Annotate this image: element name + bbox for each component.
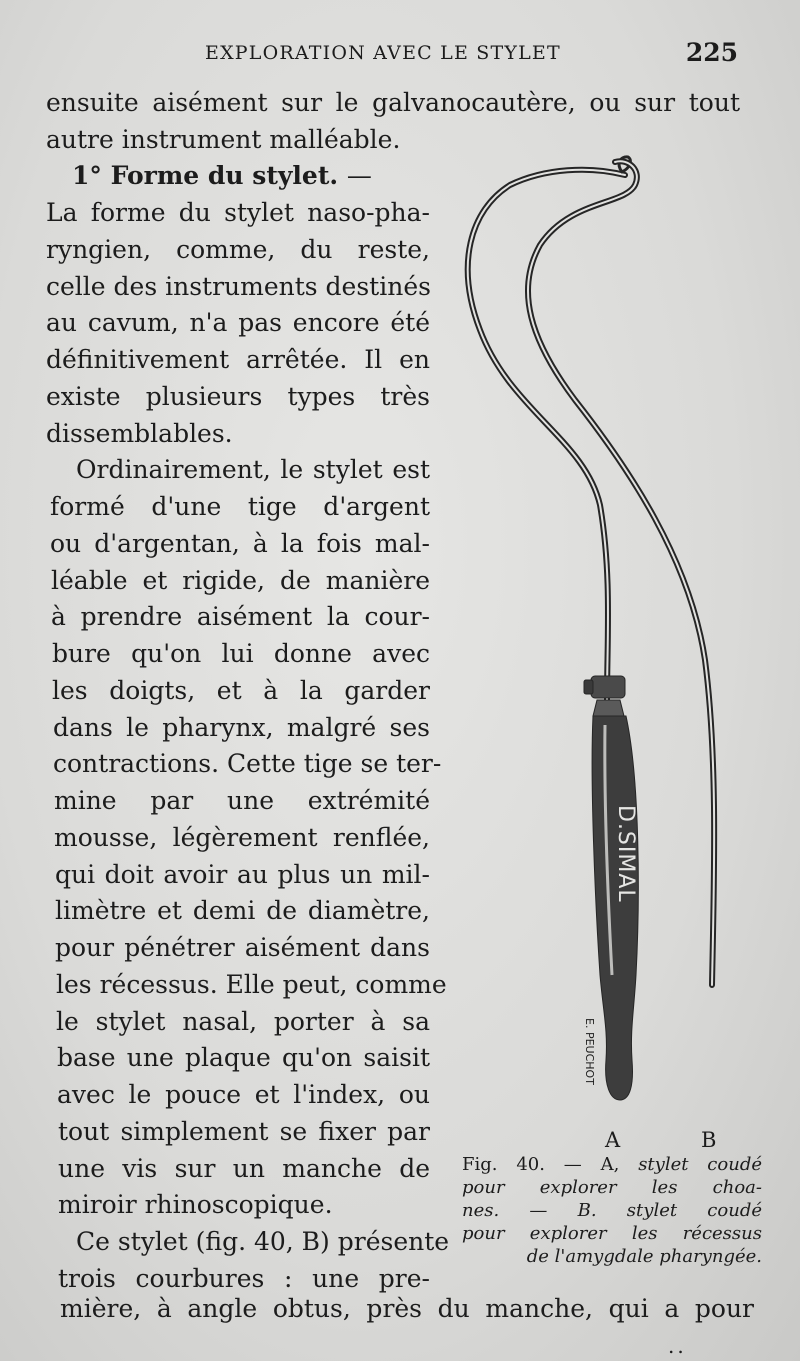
caption-line: de l'amygdale pharyngée. bbox=[526, 1246, 762, 1267]
body-line: le stylet nasal, porter à sa bbox=[56, 1006, 430, 1036]
section-heading bbox=[72, 161, 372, 191]
body-line: pour pénétrer aisément dans bbox=[55, 933, 430, 962]
body-line: léable et rigide, de manière bbox=[51, 565, 430, 595]
caption-line: nes. — B. stylet coudé bbox=[462, 1200, 762, 1221]
body-line: contractions. Cette tige se ter- bbox=[53, 749, 442, 779]
body-line: au cavum, n'a pas encore été bbox=[46, 308, 430, 338]
footer-signature-mark: .. bbox=[668, 1334, 687, 1358]
page-header bbox=[0, 40, 800, 70]
caption-line: pour explorer les récessus bbox=[462, 1223, 762, 1244]
body-line: mousse, légèrement renflée, bbox=[54, 822, 430, 852]
body-line: limètre et demi de diamètre, bbox=[55, 896, 430, 926]
body-line: définitivement arrêtée. Il en bbox=[46, 345, 430, 374]
body-line: une vis sur un manche de bbox=[58, 1153, 430, 1183]
body-line: les doigts, et à la garder bbox=[52, 675, 430, 705]
body-line: dans le pharynx, malgré ses bbox=[53, 712, 430, 742]
stylet-a-drawing bbox=[468, 157, 631, 700]
figure-40-illustration bbox=[440, 150, 800, 1130]
caption-line: Fig. 40. — A, stylet coudé bbox=[462, 1154, 762, 1175]
heading-number: 1° bbox=[72, 161, 102, 190]
body-line: ryngien, comme, du reste, bbox=[46, 234, 430, 264]
body-line: ou d'argentan, à la fois mal- bbox=[50, 528, 430, 558]
heading-title: Forme du stylet. bbox=[110, 161, 339, 190]
body-line: ensuite aisément sur le galvanocautère, ou sur tout bbox=[46, 88, 740, 117]
body-line: les récessus. Elle peut, comme bbox=[56, 969, 447, 999]
body-line: à prendre aisément la cour- bbox=[51, 602, 430, 632]
body-line: trois courbures : une pre- bbox=[58, 1263, 430, 1293]
figure-label-a: A bbox=[605, 1128, 621, 1152]
page-number: 225 bbox=[685, 38, 738, 67]
figure-caption bbox=[462, 1153, 762, 1268]
body-line: autre instrument malléable. bbox=[46, 125, 401, 154]
body-line: base une plaque qu'on saisit bbox=[57, 1043, 430, 1073]
body-line: miroir rhinoscopique. bbox=[58, 1190, 333, 1220]
body-line: bure qu'on lui donne avec bbox=[52, 639, 430, 668]
body-line: mière, à angle obtus, près du manche, qui a pour bbox=[60, 1294, 754, 1323]
body-line: mine par une extrémité bbox=[54, 786, 430, 815]
handle-inscription: D.SIMAL bbox=[613, 805, 638, 903]
body-line: tout simplement se fixer par bbox=[58, 1116, 430, 1146]
body-line: celle des instruments destinés bbox=[46, 271, 431, 301]
body-line: Ordinairement, le stylet est bbox=[76, 455, 430, 485]
caption-line: pour explorer les choa- bbox=[462, 1177, 762, 1198]
running-title: EXPLORATION AVEC LE STYLET bbox=[205, 42, 561, 64]
body-line: La forme du stylet naso-pha- bbox=[46, 198, 430, 227]
body-line: Ce stylet (fig. 40, B) présente bbox=[76, 1227, 450, 1256]
maker-mark: E. PEUCHOT bbox=[583, 1018, 596, 1085]
body-line: qui doit avoir au plus un mil- bbox=[55, 859, 430, 889]
heading-dash: — bbox=[346, 161, 372, 190]
body-line: dissemblables. bbox=[46, 418, 233, 448]
body-line: avec le pouce et l'index, ou bbox=[57, 1080, 430, 1109]
figure-label-b: B bbox=[701, 1128, 717, 1152]
body-line: existe plusieurs types très bbox=[46, 381, 430, 411]
body-line: formé d'une tige d'argent bbox=[50, 492, 430, 521]
